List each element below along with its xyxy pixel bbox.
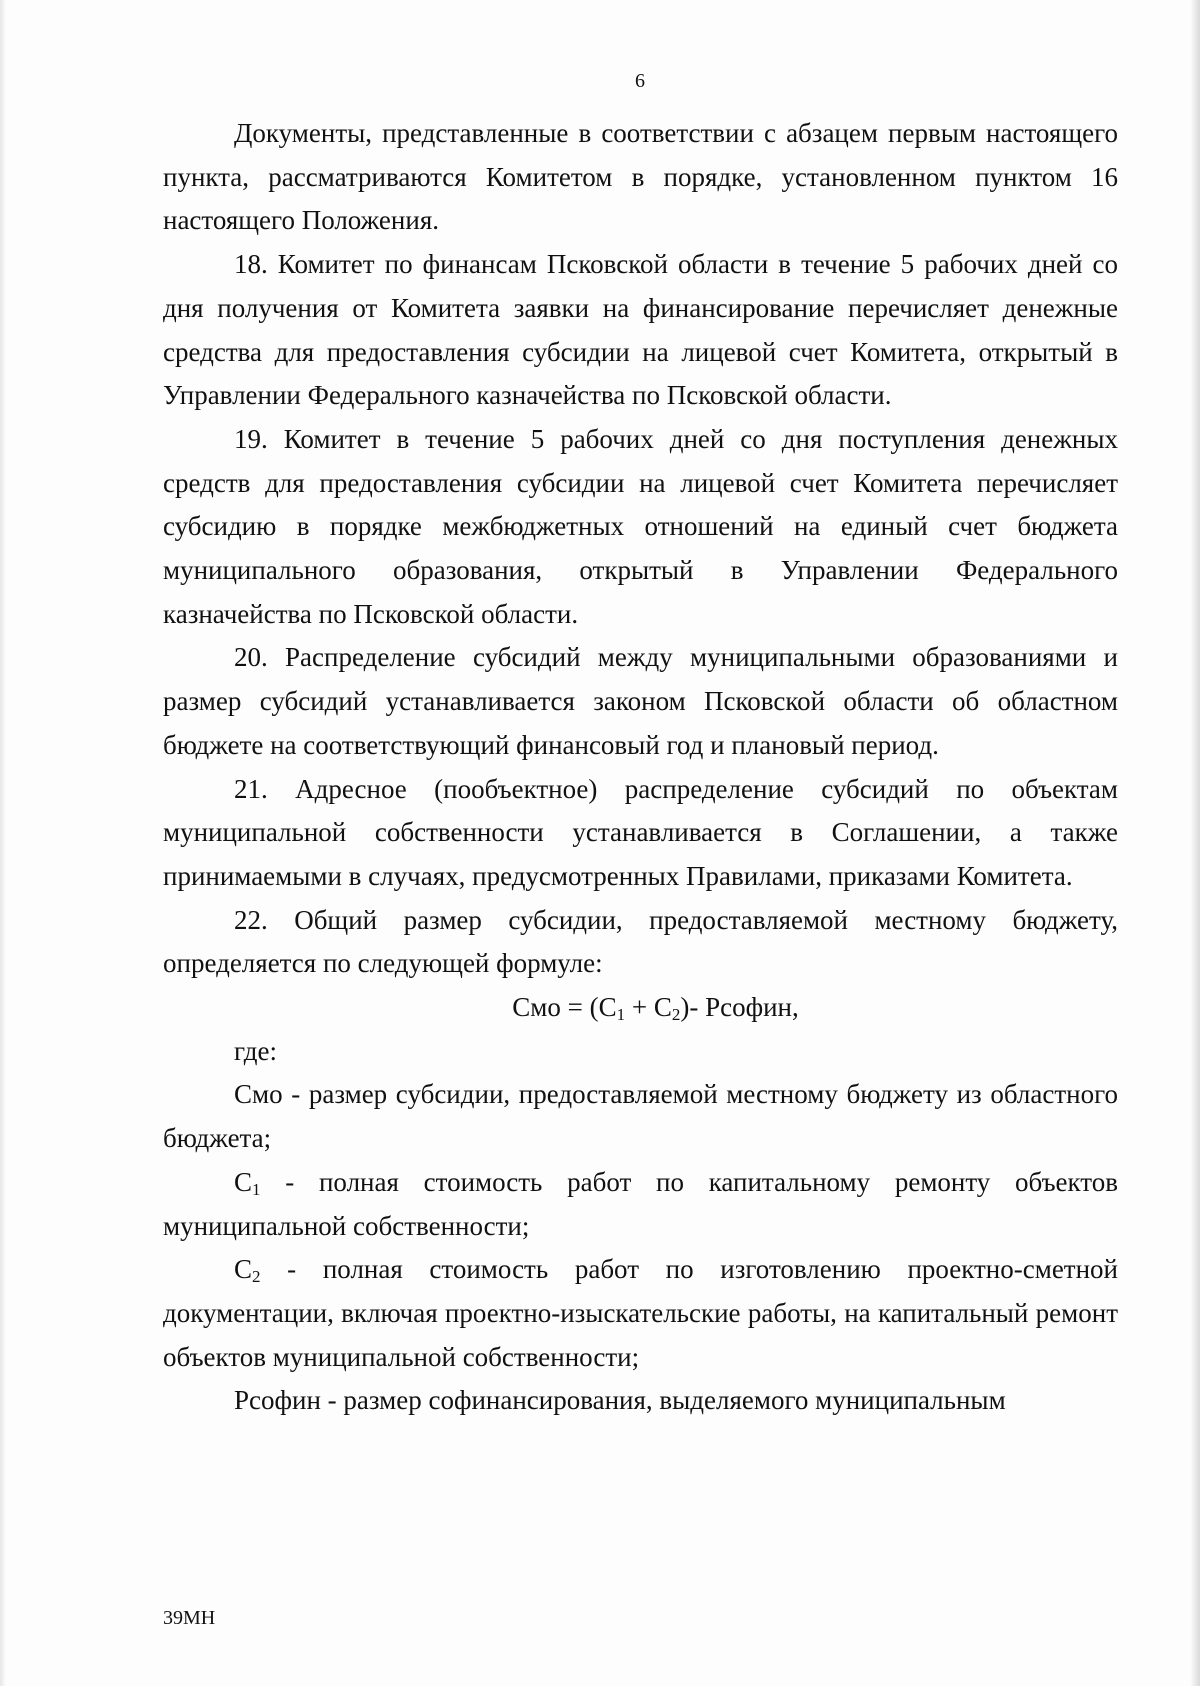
formula-sub-2: 2 — [671, 1005, 681, 1025]
definition-c2 — [163, 1248, 1118, 1379]
paragraph-20: 20. Распределение субсидий между муниципальными образованиями и размер субсидий устанавливается законом Псковской области об областном бюджете на соответствующий финансовый год и плановый период. — [163, 642, 1118, 760]
formula-sub-1: 1 — [616, 1005, 626, 1025]
scan-edge-left — [0, 0, 6, 1686]
c1-subscript: 1 — [252, 1179, 261, 1199]
paragraph-22: 22. Общий размер субсидии, предоставляемой местному бюджету, определяется по следующей формуле: — [163, 904, 1118, 979]
c2-subscript: 2 — [252, 1267, 261, 1287]
footer-document-code: 39МН — [163, 1607, 216, 1629]
page-number: 6 — [635, 70, 645, 92]
definition-c1 — [163, 1161, 1118, 1248]
definition-smo: Смо - размер субсидии, предоставляемой местному бюджету из областного бюджета; — [163, 1079, 1118, 1154]
paragraph-21: 21. Адресное (пообъектное) распределение субсидий по объектам муниципальной собственности устанавливается в Соглашении, а также принимаемыми в случаях, предусмотренных Правилами, приказами Комитета. — [163, 773, 1118, 891]
formula-lhs: Смо = (С — [512, 992, 617, 1023]
scan-edge-right — [1190, 0, 1200, 1686]
document-body — [163, 112, 1118, 1423]
paragraph-documents: Документы, представленные в соответствии с абзацем первым настоящего пункта, рассматриваются Комитетом в порядке, установленном пунктом 16 настоящего Положения. — [163, 118, 1118, 236]
where-label: где: — [234, 1035, 277, 1066]
c2-symbol: С — [234, 1254, 253, 1285]
c1-text: - полная стоимость работ по капитальному ремонту объектов муниципальной собственности; — [163, 1166, 1118, 1241]
definition-rsofin: Рсофин - размер софинансирования, выделяемого муниципальным — [234, 1385, 1006, 1416]
paragraph-19: 19. Комитет в течение 5 рабочих дней со дня поступления денежных средств для предоставления субсидии на лицевой счет Комитета перечисляет субсидию в порядке межбюджетных отношений на единый счет бюджета муниципального образования, открытый в Управлении Федерального казначейства по Псковской области. — [163, 423, 1118, 629]
c2-text: - полная стоимость работ по изготовлению проектно-сметной документации, включая проектно-изыскательские работы, на капитальный ремонт объектов муниципальной собственности; — [163, 1254, 1118, 1372]
subsidy-formula — [163, 986, 1118, 1030]
paragraph-18: 18. Комитет по финансам Псковской области в течение 5 рабочих дней со дня получения от Комитета заявки на финансирование перечисляет денежные средства для предоставления субсидии на лицевой счет Комитета, открытый в Управлении Федерального казначейства по Псковской области. — [163, 249, 1118, 411]
formula-rhs: )- Рсофин, — [680, 992, 799, 1023]
c1-symbol: С — [234, 1166, 253, 1197]
formula-mid: + С — [625, 992, 672, 1023]
